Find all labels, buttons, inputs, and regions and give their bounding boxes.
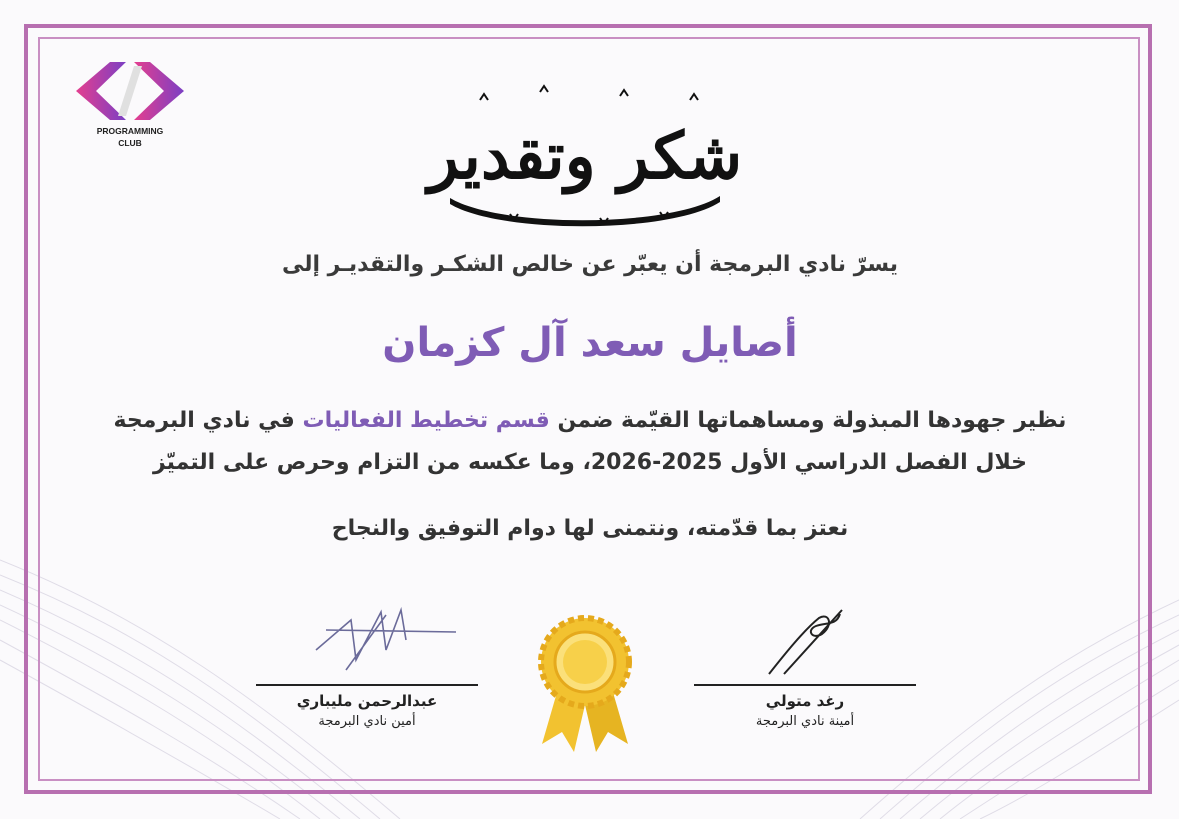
handwritten-signature-right bbox=[694, 600, 916, 676]
logo-text-programming: PROGRAMMING bbox=[96, 126, 164, 136]
award-seal-icon bbox=[530, 612, 640, 752]
club-logo bbox=[70, 58, 190, 158]
calligraphy-title bbox=[420, 78, 750, 228]
body-line-1 bbox=[60, 408, 1120, 433]
signatory-name-left: عبدالرحمن مليباري bbox=[296, 692, 438, 710]
signature-block-right bbox=[694, 600, 916, 729]
title-text: شكر وتقدير bbox=[427, 119, 743, 194]
body-line-1-end: في نادي البرمجة bbox=[113, 408, 295, 433]
signatory-name-right: رغد متولي bbox=[765, 692, 845, 710]
body-line-2: خلال الفصل الدراسي الأول 2025-2026، وما عكسه من التزام وحرص على التميّز bbox=[152, 450, 1028, 475]
code-brackets-icon bbox=[74, 58, 186, 124]
signatory-role-left: أمين نادي البرمجة bbox=[318, 714, 416, 729]
handwritten-signature-left bbox=[256, 600, 478, 676]
logo-text-club: CLUB bbox=[118, 138, 142, 148]
recipient-name: أصايل سعد آل كزمان bbox=[382, 320, 798, 366]
signatory-role-right: أمينة نادي البرمجة bbox=[755, 714, 855, 729]
body-line-3: نعتز بما قدّمته، ونتمنى لها دوام التوفيق والنجاح bbox=[331, 516, 849, 541]
department-highlight: قسم تخطيط الفعاليات bbox=[302, 408, 550, 433]
intro-text: يسرّ نادي البرمجة أن يعبّر عن خالص الشكـر والتقديـر إلى bbox=[281, 252, 899, 277]
signature-line-right bbox=[694, 684, 916, 686]
signature-block-left bbox=[256, 600, 478, 729]
body-line-1-start: نظير جهودها المبذولة ومساهماتها القيّمة ضمن bbox=[557, 408, 1067, 433]
signature-line-left bbox=[256, 684, 478, 686]
